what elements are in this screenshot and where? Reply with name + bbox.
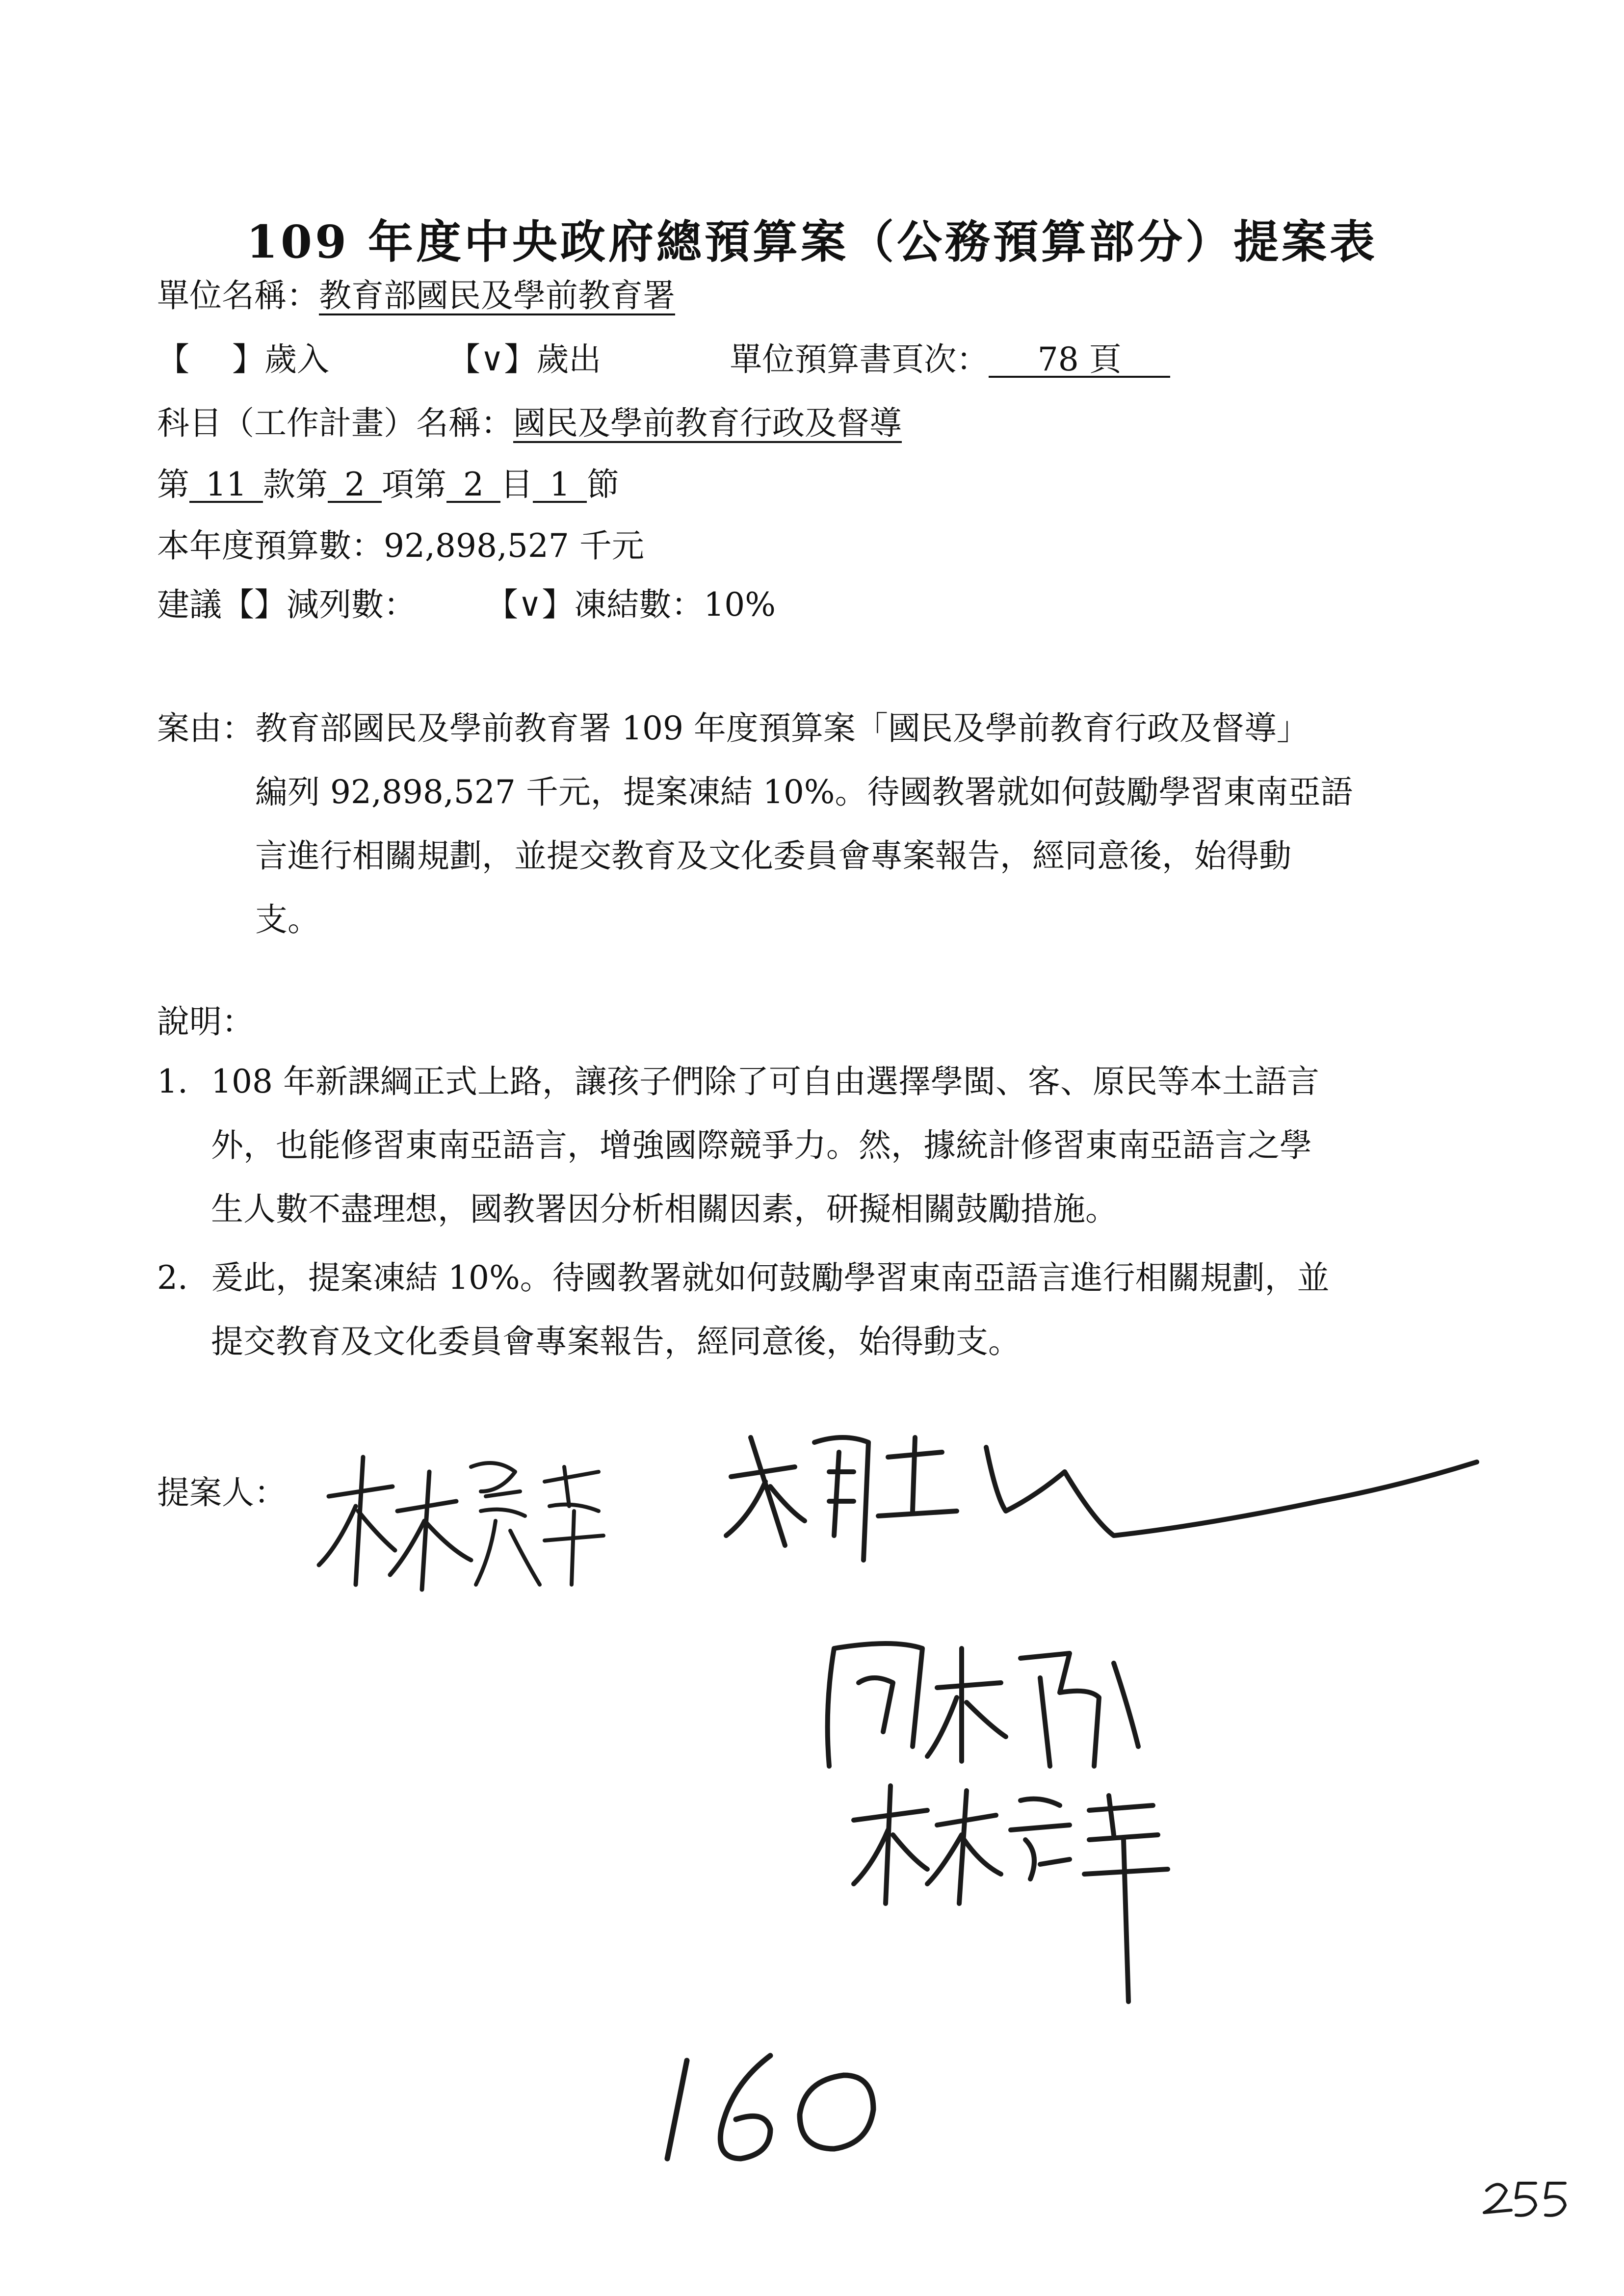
item-code-text: 款第 xyxy=(263,466,328,503)
item-code-text: 目 xyxy=(500,466,533,503)
item-code-text: 第 xyxy=(157,466,189,503)
explanation-line: 生人數不盡理想，國教署因分析相關因素，研擬相關鼓勵措施。 xyxy=(211,1190,1118,1228)
suggestion-row xyxy=(157,586,776,624)
explanation-item-1-number: 1. xyxy=(157,1063,188,1100)
reason-line: 言進行相關規劃，並提交教育及文化委員會專案報告，經同意後，始得動 xyxy=(255,837,1291,875)
unit-label: 單位名稱： xyxy=(157,277,319,314)
explanation-line: 提交教育及文化委員會專案報告，經同意後，始得動支。 xyxy=(211,1323,1021,1360)
freeze-amount: 【∨】凍結數：10% xyxy=(485,586,776,624)
reason-line: 支。 xyxy=(255,901,320,939)
reason-line: 教育部國民及學前教育署 109 年度預算案「國民及學前教育行政及督導」 xyxy=(255,709,1309,747)
mu-value: 2 xyxy=(446,469,500,503)
subject-row xyxy=(157,404,902,442)
item-code-text: 項第 xyxy=(382,466,446,503)
page-title: 109 年度中央政府總預算案（公務預算部分）提案表 xyxy=(246,215,1378,268)
handwritten-page-number xyxy=(657,2031,913,2178)
kuan-value: 11 xyxy=(189,469,263,503)
signature-3 xyxy=(795,1619,1168,1786)
signature-4 xyxy=(834,1766,1187,2011)
item-code-row xyxy=(157,466,619,503)
page-label: 單位預算書頁次： xyxy=(730,340,989,378)
explanation-line: 外，也能修習東南亞語言，增強國際競爭力。然，據統計修習東南亞語言之學 xyxy=(211,1126,1312,1164)
jie-value: 1 xyxy=(533,469,587,503)
subject-label: 科目（工作計畫）名稱： xyxy=(157,404,513,442)
item-code-text: 節 xyxy=(587,466,619,503)
unit-value: 教育部國民及學前教育署 xyxy=(319,277,675,314)
unit-row xyxy=(157,277,675,314)
reason-line: 編列 92,898,527 千元，提案凍結 10%。待國教署就如何鼓勵學習東南亞語 xyxy=(255,773,1353,811)
cut-amount: 建議【】減列數： xyxy=(157,586,416,624)
expense-option: 【∨】歲出 xyxy=(447,340,602,378)
reason-label: 案由： xyxy=(157,709,254,747)
proposer-label: 提案人： xyxy=(157,1474,287,1512)
explanation-label: 說明： xyxy=(157,1003,254,1041)
explanation-item-2-number: 2. xyxy=(157,1259,188,1297)
xiang-value: 2 xyxy=(328,469,382,503)
revenue-option: 【 】歲入 xyxy=(157,340,329,378)
budget-row: 本年度預算數：92,898,527 千元 xyxy=(157,527,644,565)
type-row xyxy=(157,340,1170,378)
subject-value: 國民及學前教育行政及督導 xyxy=(513,404,902,442)
reason-body xyxy=(255,697,1511,952)
page-value: 78 頁 xyxy=(989,343,1170,378)
signature-2 xyxy=(711,1398,1496,1604)
corner-mark xyxy=(1477,2168,1585,2227)
explanation-line: 爰此，提案凍結 10%。待國教署就如何鼓勵學習東南亞語言進行相關規劃，並 xyxy=(211,1259,1330,1297)
signature-1 xyxy=(309,1437,613,1599)
explanation-item-1 xyxy=(211,1050,1511,1241)
explanation-line: 108 年新課綱正式上路，讓孩子們除了可自由選擇學閩、客、原民等本土語言 xyxy=(211,1063,1319,1100)
explanation-item-2 xyxy=(211,1246,1511,1374)
